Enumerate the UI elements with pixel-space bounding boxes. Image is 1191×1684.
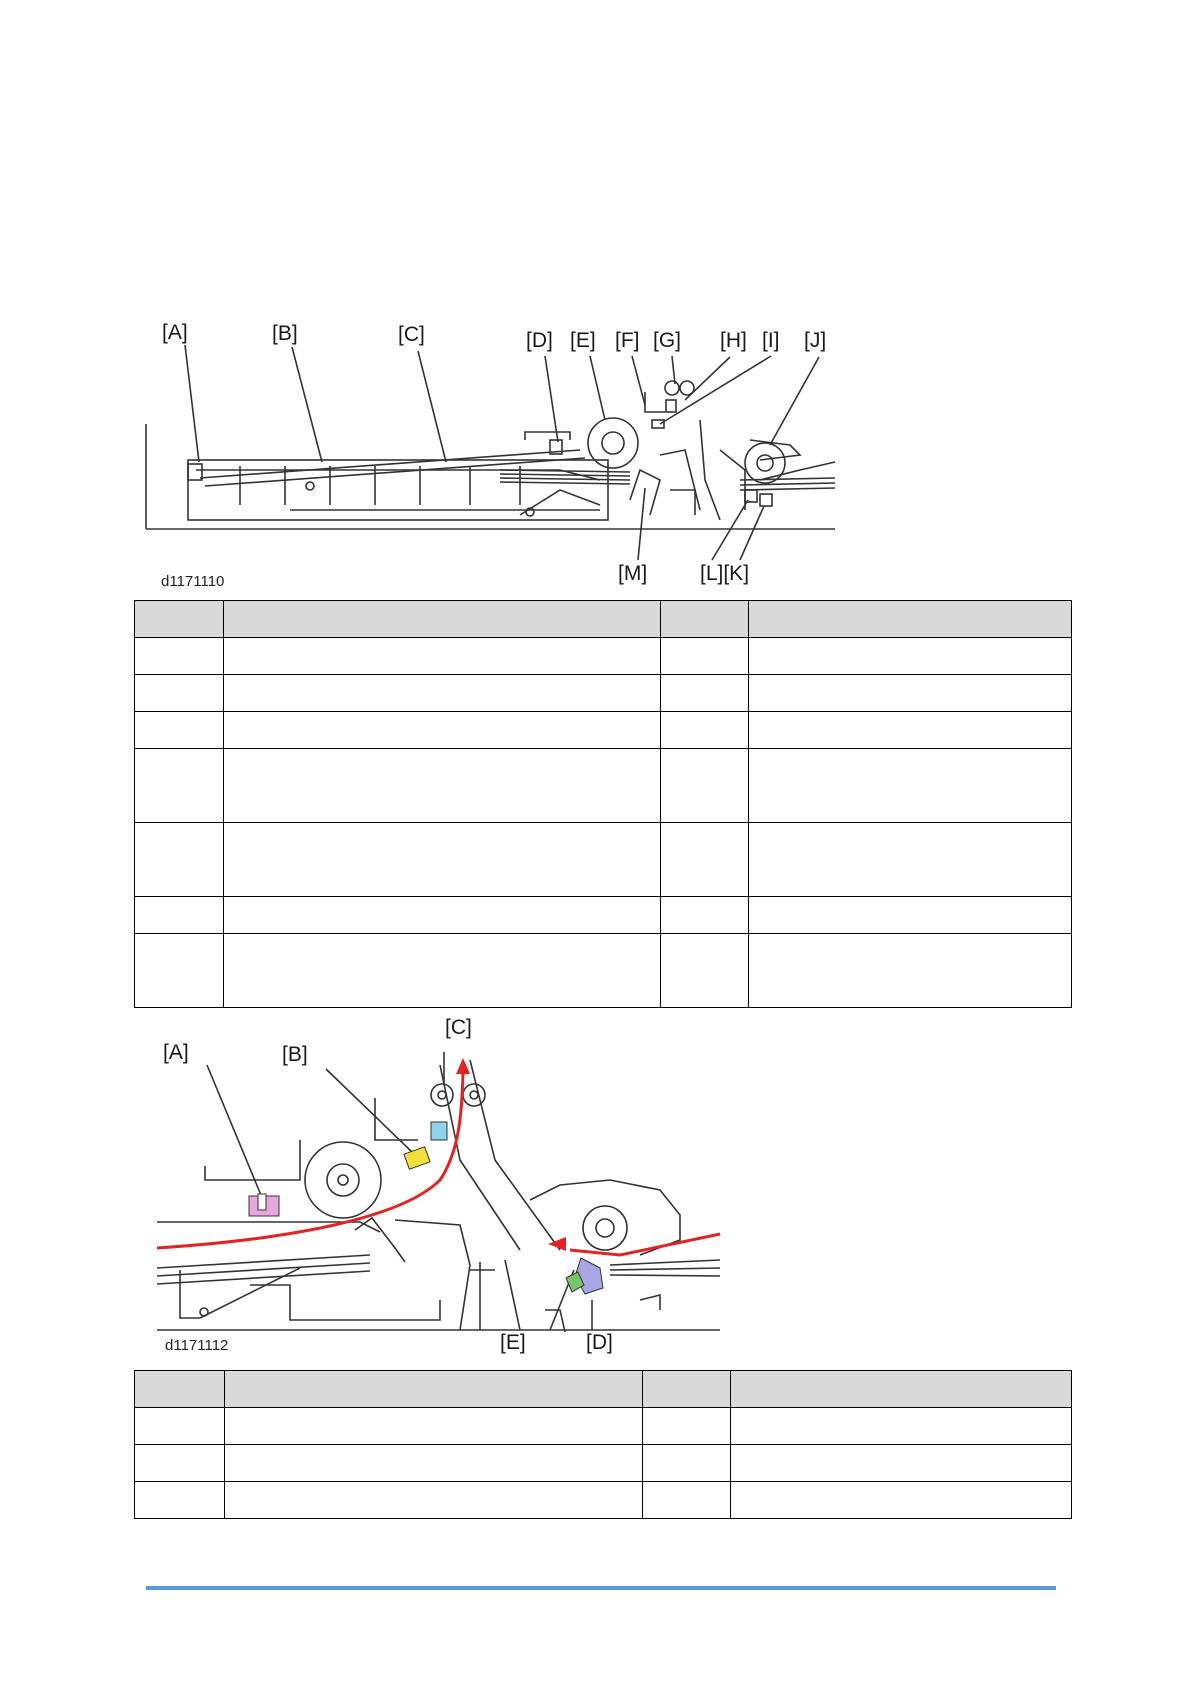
footer-rule	[146, 1586, 1056, 1590]
header-cell	[135, 1371, 225, 1408]
figure-1-label-f: [F]	[615, 329, 640, 352]
table-cell	[643, 1408, 731, 1445]
table-cell	[731, 1408, 1072, 1445]
table-cell	[135, 1408, 225, 1445]
figure-2-label-c: [C]	[445, 1016, 472, 1039]
figure-1-label-h: [H]	[720, 329, 747, 352]
figure-2-label-d: [D]	[586, 1331, 613, 1354]
figure-1-label-g: [G]	[653, 329, 682, 352]
table-header-row	[135, 1371, 1072, 1408]
figure-1-label-d: [D]	[526, 329, 553, 352]
figure-2-label-b: [B]	[282, 1043, 308, 1066]
header-cell	[731, 1371, 1072, 1408]
figure-2-label-e: [E]	[500, 1331, 526, 1354]
table-cell	[731, 1482, 1072, 1519]
figure-1-label-m: [M]	[618, 562, 648, 585]
figure-1-id: d1171110	[161, 573, 225, 590]
figure-2-label-a: [A]	[163, 1041, 189, 1064]
table-row	[135, 1482, 1072, 1519]
table-cell	[643, 1482, 731, 1519]
table-cell	[135, 1445, 225, 1482]
figure-1-label-b: [B]	[272, 322, 298, 345]
table-cell	[225, 1445, 643, 1482]
table-row	[135, 1445, 1072, 1482]
table-row	[135, 1408, 1072, 1445]
figure-1-label-a: [A]	[162, 321, 188, 344]
figure-1-label-j: [J]	[804, 329, 827, 352]
header-cell	[643, 1371, 731, 1408]
figure-1-label-lk: [L][K]	[700, 562, 750, 585]
table-cell	[225, 1482, 643, 1519]
table-cell	[731, 1445, 1072, 1482]
table-cell	[225, 1408, 643, 1445]
parts-table-2	[134, 1370, 1072, 1519]
table-cell	[643, 1445, 731, 1482]
figure-1-label-i: [I]	[762, 329, 780, 352]
header-cell	[225, 1371, 643, 1408]
table-cell	[135, 1482, 225, 1519]
figure-2-id: d1171112	[165, 1337, 229, 1354]
figure-1-label-e: [E]	[570, 329, 596, 352]
figure-1-label-c: [C]	[398, 323, 425, 346]
